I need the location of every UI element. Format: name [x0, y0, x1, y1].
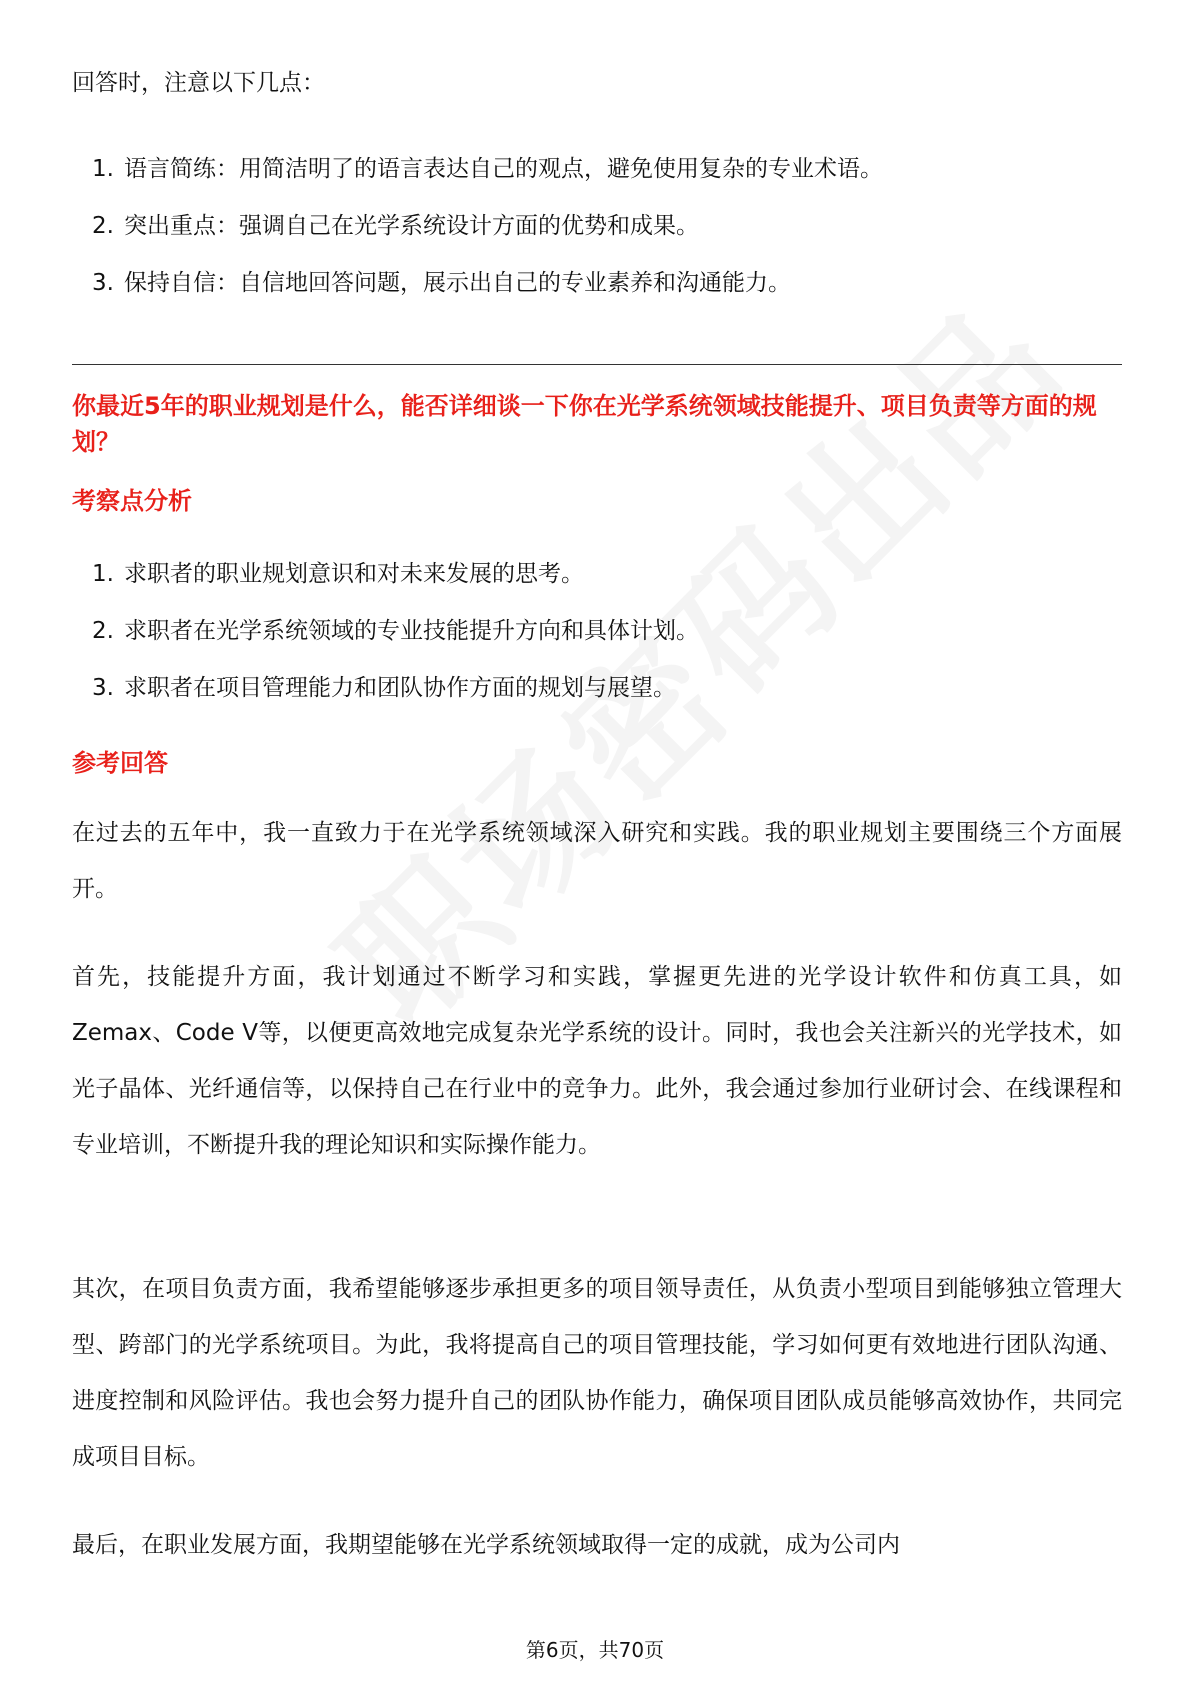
analysis-list	[72, 557, 1122, 728]
list-number: 3.	[92, 675, 114, 701]
answer-heading: 参考回答	[72, 749, 168, 777]
analysis-heading: 考察点分析	[72, 487, 192, 515]
answer-paragraph: 首先，技能提升方面，我计划通过不断学习和实践，掌握更先进的光学设计软件和仿真工具，如Zemax、Code V等，以便更高效地完成复杂光学系统的设计。同时，我也会关注新兴的光学技术，如光子晶体、光纤通信等，以保持自己在行业中的竞争力。此外，我会通过参加行业研讨会、在线课程和专业培训，不断提升我的理论知识和实际操作能力。	[72, 964, 1122, 1158]
list-item	[72, 152, 1122, 209]
list-item-text: 求职者在项目管理能力和团队协作方面的规划与展望。	[124, 675, 676, 701]
list-item-text: 语言简练：用简洁明了的语言表达自己的观点，避免使用复杂的专业术语。	[124, 156, 883, 182]
list-number: 2.	[92, 618, 114, 644]
list-number: 3.	[92, 270, 114, 296]
list-item	[72, 614, 1122, 671]
question-title: 你最近5年的职业规划是什么，能否详细谈一下你在光学系统领域技能提升、项目负责等方面的规划？	[72, 392, 1097, 456]
answer-paragraph: 在过去的五年中，我一直致力于在光学系统领域深入研究和实践。我的职业规划主要围绕三个方面展开。	[72, 820, 1122, 902]
list-item	[72, 266, 1122, 323]
document-page	[72, 0, 1122, 1684]
answer-paragraph: 最后，在职业发展方面，我期望能够在光学系统领域取得一定的成就，成为公司内	[72, 1532, 900, 1558]
intro-text: 回答时，注意以下几点：	[72, 70, 325, 96]
list-number: 1.	[92, 561, 114, 587]
tips-list	[72, 152, 1122, 323]
list-number: 1.	[92, 156, 114, 182]
page-footer: 第6页，共70页	[525, 1638, 665, 1662]
list-item-text: 保持自信：自信地回答问题，展示出自己的专业素养和沟通能力。	[124, 270, 791, 296]
list-item-text: 求职者在光学系统领域的专业技能提升方向和具体计划。	[124, 618, 699, 644]
section-divider	[72, 364, 1122, 365]
list-item	[72, 557, 1122, 614]
list-item-text: 求职者的职业规划意识和对未来发展的思考。	[124, 561, 584, 587]
list-item	[72, 209, 1122, 266]
list-item-text: 突出重点：强调自己在光学系统设计方面的优势和成果。	[124, 213, 699, 239]
answer-paragraph: 其次，在项目负责方面，我希望能够逐步承担更多的项目领导责任，从负责小型项目到能够独立管理大型、跨部门的光学系统项目。为此，我将提高自己的项目管理技能，学习如何更有效地进行团队沟通、进度控制和风险评估。我也会努力提升自己的团队协作能力，确保项目团队成员能够高效协作，共同完成项目目标。	[72, 1276, 1122, 1470]
list-item	[72, 671, 1122, 728]
list-number: 2.	[92, 213, 114, 239]
